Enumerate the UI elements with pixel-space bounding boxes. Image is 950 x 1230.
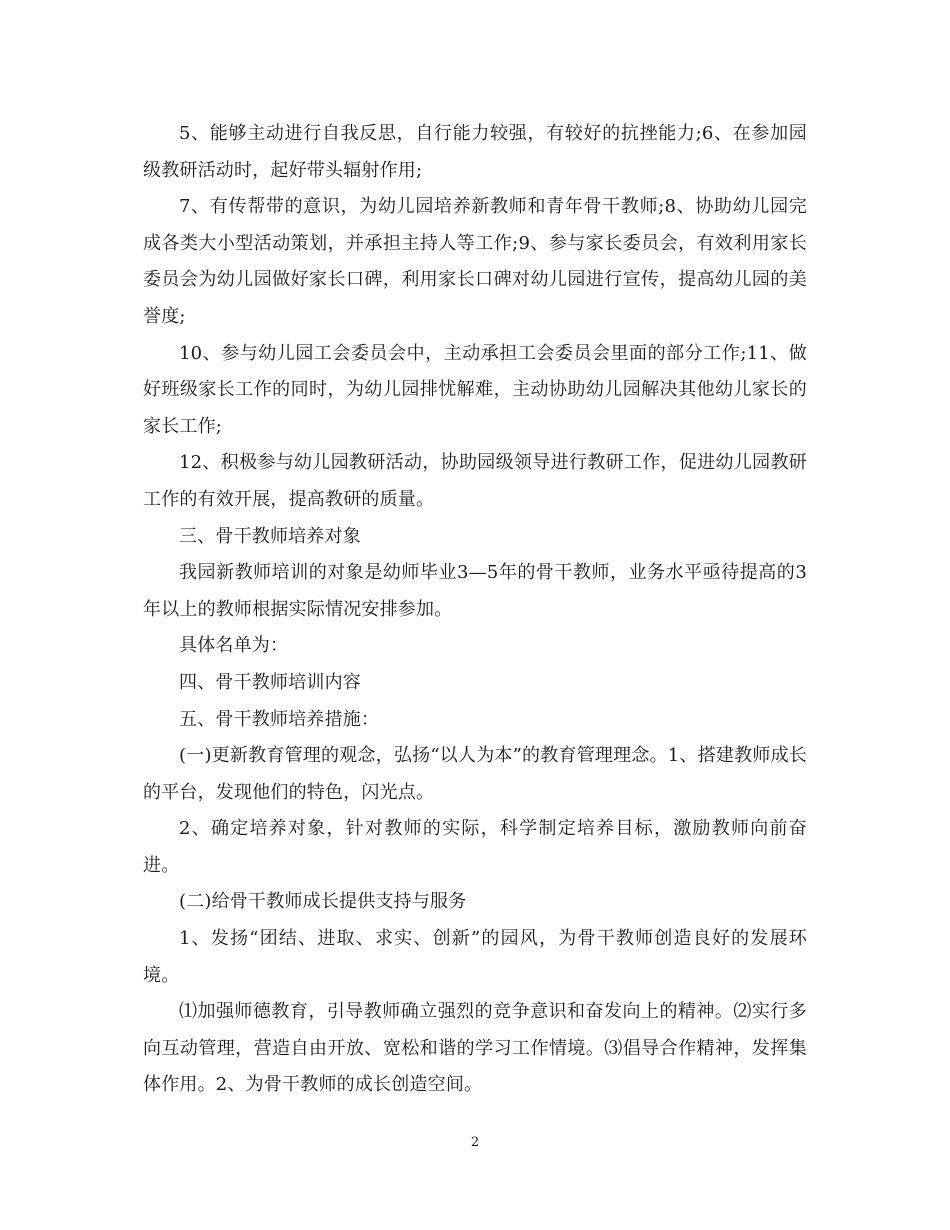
page-number: 2 bbox=[470, 1135, 480, 1150]
paragraph: 7、有传帮带的意识，为幼儿园培养新教师和青年骨干教师;8、协助幼儿园完成各类大小型活动策划，并承担主持人等工作;9、参与家长委员会，有效利用家长委员会为幼儿园做好家长口碑，利用家长口碑对幼儿园进行宣传，提高幼儿园的美誉度; bbox=[143, 196, 807, 327]
paragraph: 2、确定培养对象，针对教师的实际，科学制定培养目标，激励教师向前奋进。 bbox=[143, 818, 807, 876]
section-heading: 五、骨干教师培养措施： bbox=[179, 708, 380, 730]
paragraph: 具体名单为： bbox=[179, 635, 289, 657]
paragraph: (一)更新教育管理的观念，弘扬“以人为本”的教育管理理念。1、搭建教师成长的平台，发现他们的特色，闪光点。 bbox=[143, 745, 807, 803]
paragraph: 我园新教师培训的对象是幼师毕业3—5年的骨干教师，业务水平亟待提高的3年以上的教师根据实际情况安排参加。 bbox=[143, 562, 807, 620]
paragraph: 12、积极参与幼儿园教研活动，协助园级领导进行教研工作，促进幼儿园教研工作的有效开展，提高教研的质量。 bbox=[143, 452, 807, 510]
document-body bbox=[143, 116, 807, 1104]
section-heading: 四、骨干教师培训内容 bbox=[179, 671, 361, 693]
section-heading: 三、骨干教师培养对象 bbox=[179, 525, 361, 547]
paragraph: 1、发扬“团结、进取、求实、创新”的园风，为骨干教师创造良好的发展环境。 bbox=[143, 928, 807, 986]
paragraph: 10、参与幼儿园工会委员会中，主动承担工会委员会里面的部分工作;11、做好班级家长工作的同时，为幼儿园排忧解难，主动协助幼儿园解决其他幼儿家长的家长工作; bbox=[143, 342, 807, 437]
paragraph: 5、能够主动进行自我反思，自行能力较强，有较好的抗挫能力;6、在参加园级教研活动时，起好带头辐射作用; bbox=[143, 123, 807, 181]
subsection-heading: (二)给骨干教师成长提供支持与服务 bbox=[179, 891, 467, 913]
paragraph: ⑴加强师德教育，引导教师确立强烈的竞争意识和奋发向上的精神。⑵实行多向互动管理，营造自由开放、宽松和谐的学习工作情境。⑶倡导合作精神，发挥集体作用。2、为骨干教师的成长创造空间。 bbox=[143, 1001, 807, 1096]
